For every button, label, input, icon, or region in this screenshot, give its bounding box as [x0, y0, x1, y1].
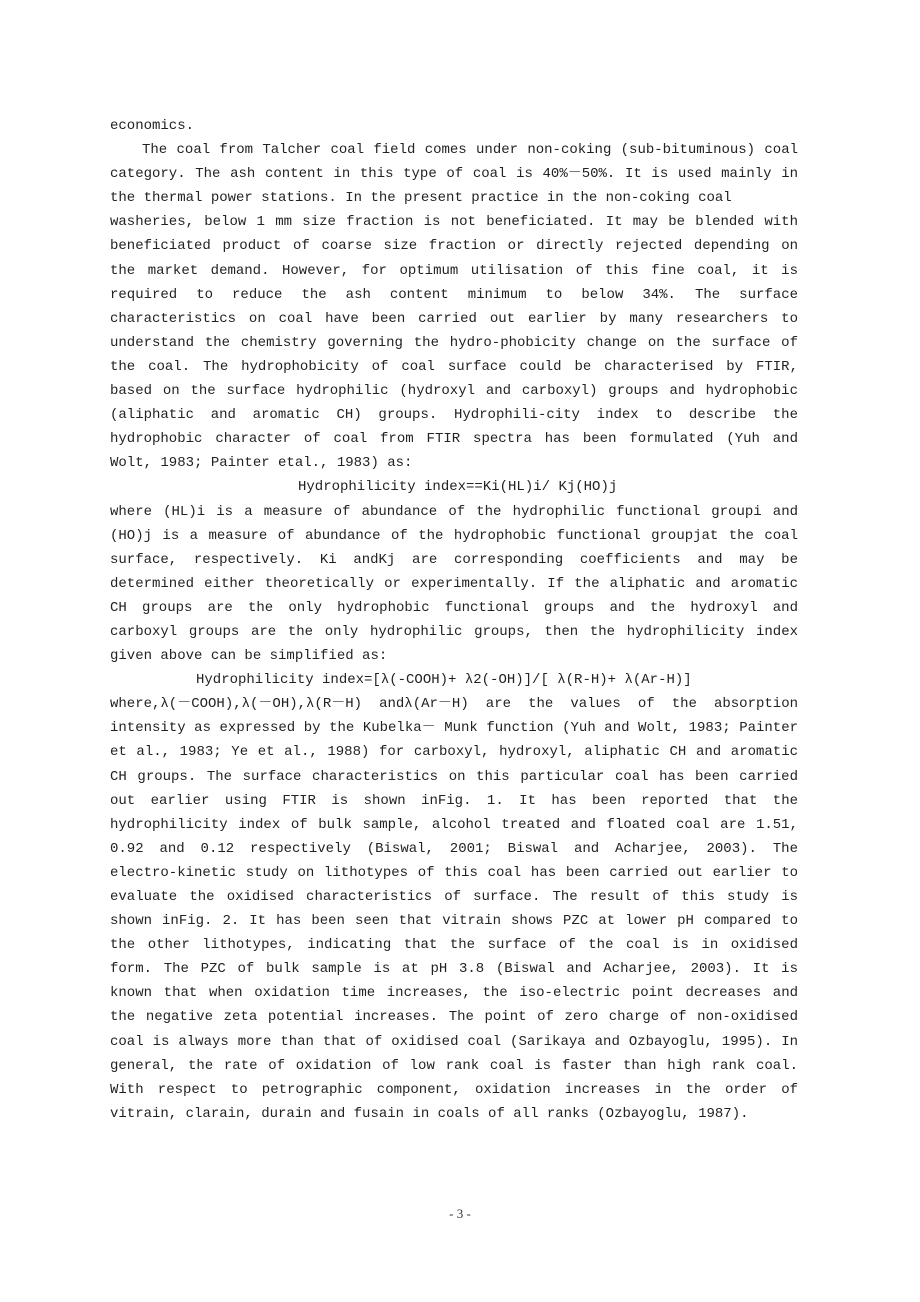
lead-line: economics.	[110, 118, 195, 134]
paragraph-coal-category: The coal from Talcher coal field comes under non-coking (sub-bituminous) coal category. The ash content in this type of coal is 40%－50%. It is used mainly in the thermal power stations. In the present practice in the non-coking coal	[110, 142, 798, 207]
equation-hydrophilicity-simplified: Hydrophilicity index=[λ(-COOH)+ λ2(-OH)]/[ λ(R-H)+ λ(Ar-H)]	[196, 672, 692, 689]
paragraph-definitions: where (HL)i is a measure of abundance of the hydrophilic functional groupi and (HO)j is a measure of abundance of the hydrophobic functional groupjat the coal surface, respectively. Ki andKj are corresponding coefficients and may be determined either theoretically or experimentally. If the aliphatic and aromatic CH groups are the only hydrophobic functional groups and the hydroxyl and carboxyl groups are the only hydrophilic groups, then the hydrophilicity index given above can be simplified as:	[110, 503, 798, 665]
paragraph-absorption-intensity: where,λ(－COOH),λ(－OH),λ(R－H) andλ(Ar－H) are the values of the absorption intensity as expressed by the Kubelka－ Munk function (Yuh and Wolt, 1983; Painter et al., 1983; Ye et al., 1988) for carboxyl, hydroxyl, aliphatic CH and aromatic CH groups. The surface characteristics on this particular coal has been carried out earlier using FTIR is shown inFig. 1. It has been reported that the hydrophilicity index of bulk sample, alcohol treated and floated coal are 1.51, 0.92 and 0.12 respectively (Biswal, 2001; Biswal and Acharjee, 2003). The electro-kinetic study on lithotypes of this coal has been carried out earlier to evaluate the oxidised characteristics of surface. The result of this study is shown inFig. 2. It has been seen that vitrain shows PZC at lower pH compared to the other lithotypes, indicating that the surface of the coal is in oxidised form. The PZC of bulk sample is at pH 3.8 (Biswal and Acharjee, 2003). It is known that when oxidation time increases, the iso-electric point decreases and the negative zeta potential increases. The point of zero charge of non-oxidised coal is always more than that of oxidised coal (Sarikaya and Ozbayoglu, 1995). In general, the rate of oxidation of low rank coal is faster than high rank coal. With respect to petrographic component, oxidation increases in the order of vitrain, clarain, durain and fusain in coals of all ranks (Ozbayoglu, 1987).	[110, 696, 798, 1122]
document-body	[110, 114, 798, 1126]
equation-hydrophilicity-general: Hydrophilicity index==Ki(HL)i/ Kj(HO)j	[298, 479, 618, 496]
paragraph-washeries: washeries, below 1 mm size fraction is not beneficiated. It may be blended with beneficiated product of coarse size fraction or directly rejected depending on the market demand. However, for optimum utilisation of this fine coal, it is required to reduce the ash content minimum to below 34%. The surface characteristics on coal have been carried out earlier by many researchers to understand the chemistry governing the hydro-phobicity change on the surface of the coal. The hydrophobicity of coal surface could be characterised by FTIR, based on the surface hydrophilic (hydroxyl and carboxyl) groups and hydrophobic (aliphatic and aromatic CH) groups. Hydrophili-city index to describe the hydrophobic character of coal from FTIR spectra has been formulated (Yuh and Wolt, 1983; Painter etal., 1983) as:	[110, 214, 798, 472]
page-number: - 3 -	[449, 1206, 471, 1221]
